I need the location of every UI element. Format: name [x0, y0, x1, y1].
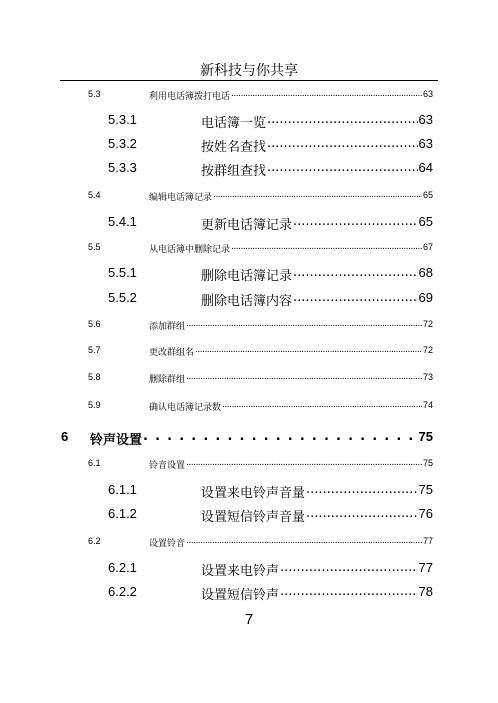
toc-entry[interactable]	[0, 560, 498, 580]
toc-entry-page: 63	[418, 136, 433, 151]
toc-leader-dots	[213, 190, 422, 200]
toc-entry[interactable]	[0, 136, 498, 156]
toc-entry-title: 电话簿一览	[201, 116, 267, 131]
toc-entry-page: 72	[422, 319, 433, 329]
toc-entry-number: 5.3.3	[108, 160, 137, 175]
toc-entry-page: 73	[422, 372, 433, 382]
toc-entry-number: 5.5.1	[108, 265, 137, 280]
toc-entry-title: 设置短信铃声	[201, 588, 280, 603]
toc-leader-dots	[280, 584, 418, 599]
toc-entry-title: 设置铃音	[149, 539, 186, 549]
toc-entry[interactable]	[0, 458, 498, 478]
toc-entry-page: 72	[422, 345, 433, 355]
toc-entry-page: 63	[422, 89, 433, 99]
toc-entry[interactable]	[0, 265, 498, 285]
toc-entry-page: 77	[422, 536, 433, 546]
toc-entry-number: 6	[61, 429, 69, 444]
toc-entry-title: 确认电话簿记录数	[149, 403, 222, 413]
toc-entry-number: 5.9	[88, 400, 101, 410]
toc-entry-page: 69	[418, 290, 433, 305]
toc-entry[interactable]	[0, 372, 498, 392]
toc-entry-title: 铃声设置	[90, 433, 143, 448]
toc-entry-number: 5.4	[88, 190, 101, 200]
toc-entry[interactable]	[0, 506, 498, 526]
toc-entry-title: 铃音设置	[149, 461, 186, 471]
toc-entry-page: 74	[422, 400, 433, 410]
toc-leader-dots	[267, 160, 418, 175]
toc-leader-dots	[186, 458, 422, 468]
toc-entry[interactable]	[0, 290, 498, 310]
toc-entry-page: 68	[418, 265, 433, 280]
toc-entry-title: 编辑电话簿记录	[149, 193, 213, 203]
toc-entry-title: 更新电话簿记录	[201, 218, 293, 233]
toc-entry[interactable]	[0, 536, 498, 556]
toc-entry[interactable]	[0, 214, 498, 234]
toc-entry-title: 删除电话簿记录	[201, 269, 293, 284]
toc-entry-number: 5.7	[88, 345, 101, 355]
toc-entry-title: 设置短信铃声音量	[201, 510, 306, 525]
toc-entry-number: 5.3.2	[108, 136, 137, 151]
toc-entry-title: 更改群组名	[149, 348, 195, 358]
toc-leader-dots	[195, 345, 422, 355]
toc-entry-number: 5.4.1	[108, 214, 137, 229]
toc-entry-page: 75	[422, 458, 433, 468]
toc-entry-number: 6.1.2	[108, 506, 137, 521]
toc-entry[interactable]	[0, 400, 498, 420]
toc-leader-dots	[186, 319, 422, 329]
toc-entry-number: 5.8	[88, 372, 101, 382]
toc-entry-number: 6.2.1	[108, 560, 137, 575]
toc-leader-dots	[186, 372, 422, 382]
toc-entry[interactable]	[0, 429, 498, 449]
toc-entry-number: 5.3	[88, 89, 101, 99]
toc-entry[interactable]	[0, 482, 498, 502]
toc-entry-title: 按群组查找	[201, 164, 267, 179]
toc-entry-title: 按姓名查找	[201, 140, 267, 155]
toc-leader-dots	[293, 265, 418, 280]
toc-entry-title: 删除电话簿内容	[201, 294, 293, 309]
toc-entry[interactable]	[0, 190, 498, 210]
toc-leader-dots	[293, 290, 418, 305]
toc-entry-number: 6.2.2	[108, 584, 137, 599]
toc-entry-page: 64	[418, 160, 433, 175]
toc-entry-number: 5.6	[88, 319, 101, 329]
toc-entry-title: 从电话簿中删除记录	[149, 245, 231, 255]
toc-entry-title: 设置来电铃声音量	[201, 486, 306, 501]
toc-leader-dots	[267, 136, 418, 151]
toc-leader-dots	[186, 536, 422, 546]
toc-entry-page: 67	[422, 242, 433, 252]
toc-entry-number: 5.5	[88, 242, 101, 252]
toc-leader-dots	[222, 400, 422, 410]
toc-entry-title: 利用电话簿拨打电话	[149, 92, 231, 102]
toc-entry[interactable]	[0, 112, 498, 132]
toc-entry[interactable]	[0, 345, 498, 365]
toc-entry-page: 76	[418, 506, 433, 521]
toc-entry-number: 5.5.2	[108, 290, 137, 305]
toc-entry-page: 78	[418, 584, 433, 599]
toc-leader-dots	[231, 89, 422, 99]
toc-entry-page: 77	[418, 560, 433, 575]
toc-leader-dots	[267, 112, 418, 127]
toc-entry[interactable]	[0, 319, 498, 339]
toc-entry-title: 删除群组	[149, 375, 186, 385]
toc-leader-dots	[306, 506, 418, 521]
toc-entry[interactable]	[0, 160, 498, 180]
toc-leader-dots	[306, 482, 418, 497]
toc-entry-number: 6.1	[88, 458, 101, 468]
toc-entry-page: 65	[422, 190, 433, 200]
toc-leader-dots	[280, 560, 418, 575]
toc-entry[interactable]	[0, 242, 498, 262]
toc-leader-dots	[293, 214, 418, 229]
toc-leader-dots	[143, 429, 418, 444]
toc-entry[interactable]	[0, 89, 498, 109]
page-header-title: 新科技与你共享	[200, 63, 298, 79]
toc-entry-title: 设置来电铃声	[201, 564, 280, 579]
toc-entry-page: 75	[418, 429, 433, 444]
toc-entry-number: 6.2	[88, 536, 101, 546]
toc-entry-page: 65	[418, 214, 433, 229]
toc-entry-page: 75	[418, 482, 433, 497]
toc-entry-title: 添加群组	[149, 322, 186, 332]
toc-entry-number: 5.3.1	[108, 112, 137, 127]
toc-entry-page: 63	[418, 112, 433, 127]
toc-entry[interactable]	[0, 584, 498, 604]
page-number: 7	[244, 611, 254, 628]
toc-entry-number: 6.1.1	[108, 482, 137, 497]
toc-leader-dots	[231, 242, 422, 252]
